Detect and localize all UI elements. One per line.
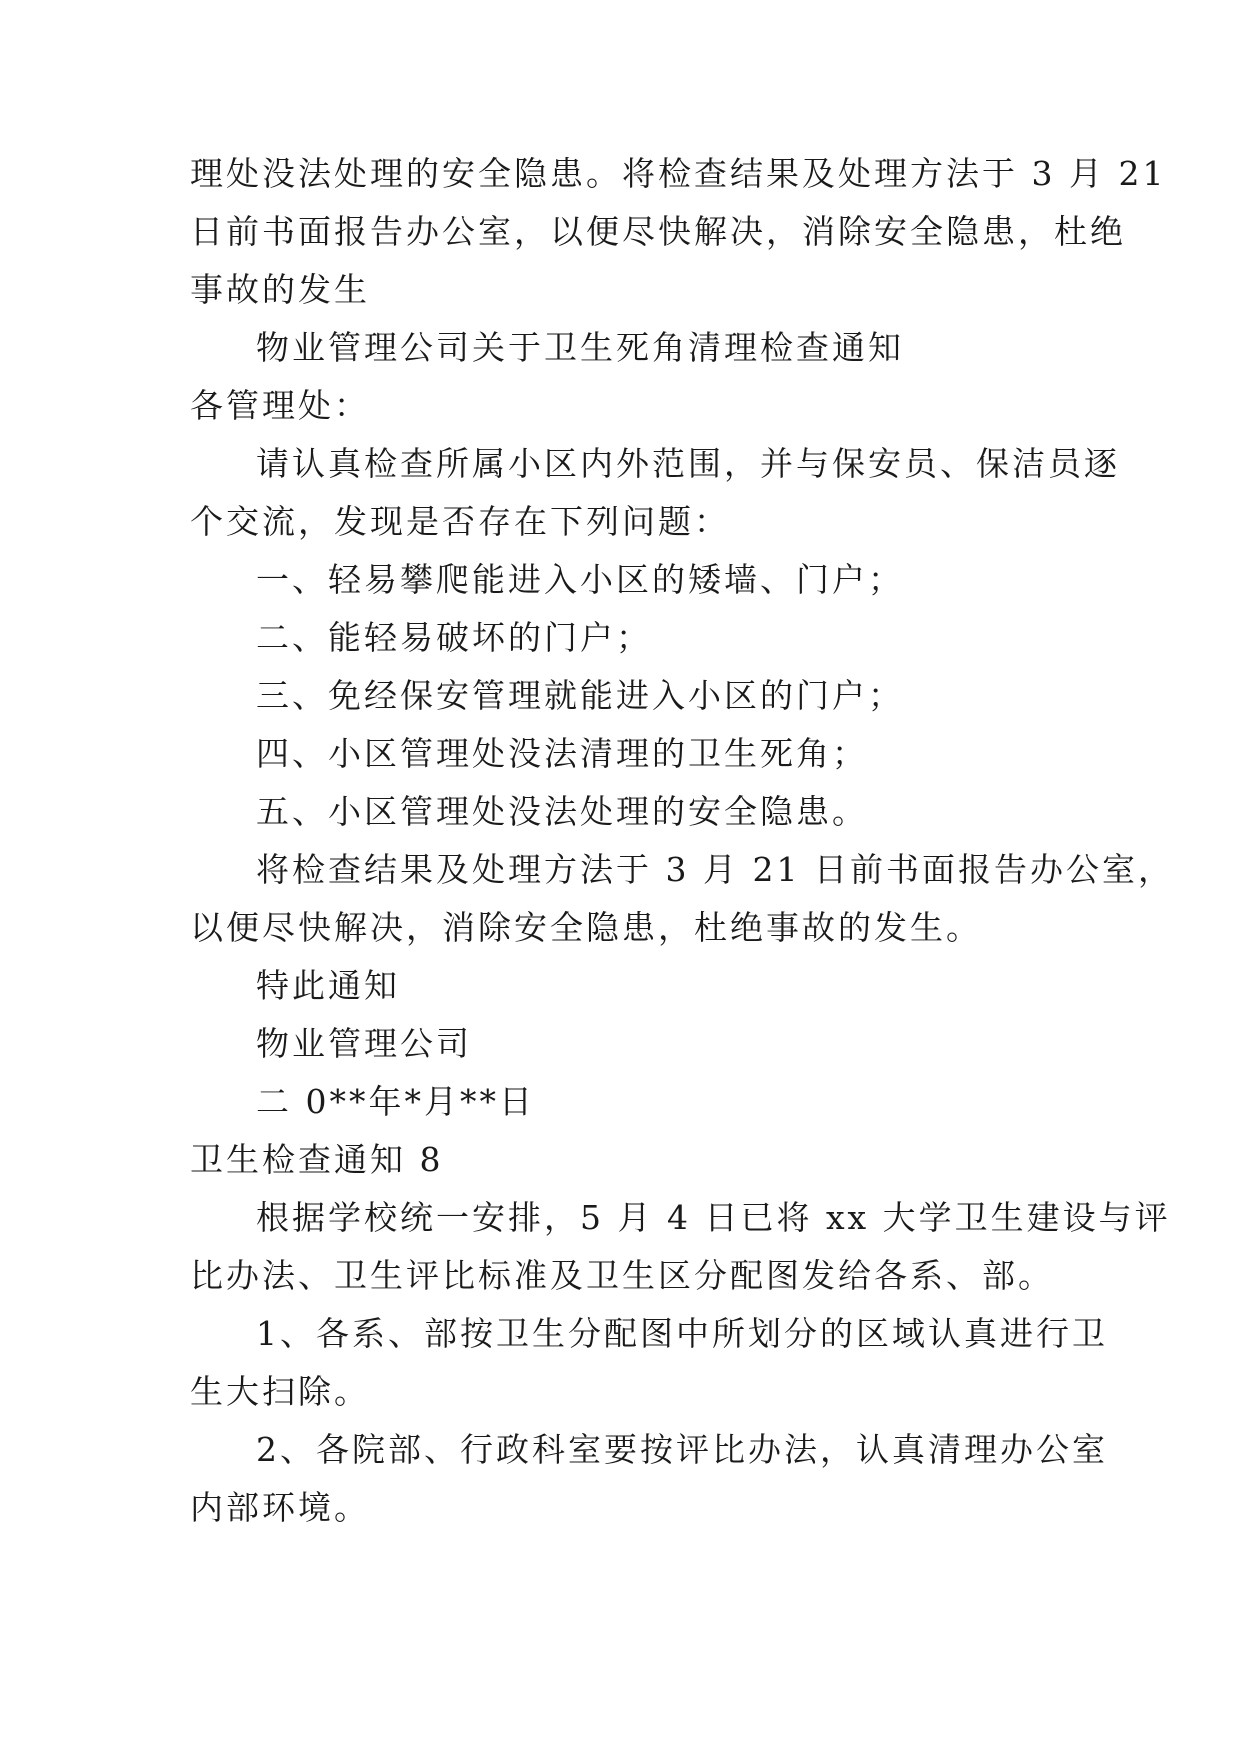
list-item: 1、各系、部按卫生分配图中所划分的区域认真进行卫 xyxy=(256,1314,1108,1353)
list-item: 三、免经保安管理就能进入小区的门户； xyxy=(256,676,904,715)
body-line: 理处没法处理的安全隐患。将检查结果及处理方法于 3 月 21 xyxy=(190,154,1167,193)
list-item: 四、小区管理处没法清理的卫生死角； xyxy=(256,734,868,773)
signature-date: 二 0**年*月**日 xyxy=(256,1082,535,1121)
body-line: 生大扫除。 xyxy=(190,1372,370,1411)
body-line: 日前书面报告办公室，以便尽快解决，消除安全隐患，杜绝 xyxy=(190,212,1126,251)
body-line: 比办法、卫生评比标准及卫生区分配图发给各系、部。 xyxy=(190,1256,1054,1295)
list-item: 一、轻易攀爬能进入小区的矮墙、门户； xyxy=(256,560,904,599)
list-item: 五、小区管理处没法处理的安全隐患。 xyxy=(256,792,868,831)
body-line: 个交流，发现是否存在下列问题： xyxy=(190,502,730,541)
notice-title: 物业管理公司关于卫生死角清理检查通知 xyxy=(256,328,904,367)
body-line: 内部环境。 xyxy=(190,1488,370,1527)
body-line: 将检查结果及处理方法于 3 月 21 日前书面报告办公室， xyxy=(256,850,1174,889)
closing-line: 特此通知 xyxy=(256,966,400,1005)
body-line: 事故的发生 xyxy=(190,270,370,309)
body-line: 以便尽快解决，消除安全隐患，杜绝事故的发生。 xyxy=(190,908,982,947)
body-line: 请认真检查所属小区内外范围，并与保安员、保洁员逐 xyxy=(256,444,1120,483)
list-item: 2、各院部、行政科室要按评比办法，认真清理办公室 xyxy=(256,1430,1108,1469)
body-line: 根据学校统一安排，5 月 4 日已将 xx 大学卫生建设与评 xyxy=(256,1198,1171,1237)
signature-org: 物业管理公司 xyxy=(256,1024,472,1063)
salutation: 各管理处： xyxy=(190,386,370,425)
list-item: 二、能轻易破坏的门户； xyxy=(256,618,652,657)
section-heading: 卫生检查通知 8 xyxy=(190,1140,444,1179)
